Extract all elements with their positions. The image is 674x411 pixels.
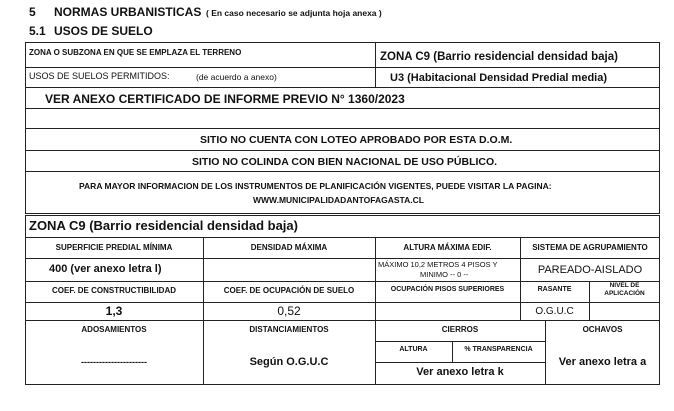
usos-value: U3 (Habitacional Densidad Predial media) (390, 72, 608, 84)
nacional-notice: SITIO NO COLINDA CON BIEN NACIONAL DE USO PÚBLICO. (192, 156, 498, 168)
header-agrupamiento: SISTEMA DE AGRUPAMIENTO (532, 243, 648, 252)
usos-note: (de acuerdo a anexo) (196, 72, 277, 82)
value-altura-line2: MINIMO -- 0 -- (420, 270, 469, 279)
usos-label: USOS DE SUELOS PERMITIDOS: (29, 71, 170, 81)
value-constructibilidad: 1,3 (105, 304, 123, 318)
value-adosamientos: ---------------------- (81, 357, 147, 367)
value-superficie: 400 (ver anexo letra l) (49, 263, 162, 275)
loteo-notice: SITIO NO CUENTA CON LOTEO APROBADO POR ESTA D.O.M. (200, 134, 513, 146)
header-rasante: RASANTE (537, 286, 572, 293)
anexo-certificado: VER ANEXO CERTIFICADO DE INFORME PREVIO N° 1360/2023 (45, 92, 405, 106)
header-adosamientos: ADOSAMIENTOS (81, 325, 147, 334)
header-nivel-line1: NIVEL DE (609, 282, 640, 289)
header-densidad: DENSIDAD MÁXIMA (250, 243, 328, 252)
header-altura: ALTURA MÁXIMA EDIF. (403, 243, 492, 252)
header-superficie: SUPERFICIE PREDIAL MÍNIMA (55, 243, 173, 252)
value-agrupamiento: PAREADO-AISLADO (537, 264, 643, 276)
header-cierros-altura: ALTURA (399, 346, 428, 353)
header-ocupacion: COEF. DE OCUPACIÓN DE SUELO (223, 286, 355, 295)
value-ocupacion: 0,52 (277, 304, 301, 318)
header-nivel-line2: APLICACIÓN (604, 290, 645, 297)
value-altura-line1: MÁXIMO 10,2 METROS 4 PISOS Y (378, 260, 498, 269)
header-distanciamientos: DISTANCIAMIENTOS (249, 325, 329, 334)
value-rasante: O.G.U.C (535, 306, 574, 317)
section-title: NORMAS URBANISTICAS (54, 5, 202, 19)
header-ochavos: OCHAVOS (582, 325, 623, 334)
value-cierros: Ver anexo letra k (416, 366, 504, 378)
section-number: 5 (29, 5, 36, 19)
info-link[interactable]: WWW.MUNICIPALIDADANTOFAGASTA.CL (253, 195, 424, 205)
value-distanciamientos: Según O.G.U.C (249, 356, 329, 368)
header-pisos-superiores: OCUPACIÓN PISOS SUPERIORES (390, 286, 505, 293)
zona-label: ZONA O SUBZONA EN QUE SE EMPLAZA EL TERRENO (29, 48, 242, 57)
header-transparencia: % TRANSPARENCIA (464, 346, 533, 353)
header-constructibilidad: COEF. DE CONSTRUCTIBILIDAD (52, 286, 176, 295)
subsection-title: USOS DE SUELO (54, 24, 153, 38)
subsection-number: 5.1 (29, 24, 46, 38)
zona-value: ZONA C9 (Barrio residencial densidad baja) (380, 51, 618, 63)
header-cierros: CIERROS (441, 325, 479, 334)
value-ochavos: Ver anexo letra a (558, 356, 647, 368)
section-note: ( En caso necesario se adjunta hoja anexa ) (206, 8, 382, 18)
info-line-1: PARA MAYOR INFORMACION DE LOS INSTRUMENTOS DE PLANIFICACIÓN VIGENTES, PUEDE VISITAR LA PAGINA: (79, 181, 552, 191)
zone-title: ZONA C9 (Barrio residencial densidad baja) (29, 218, 298, 233)
